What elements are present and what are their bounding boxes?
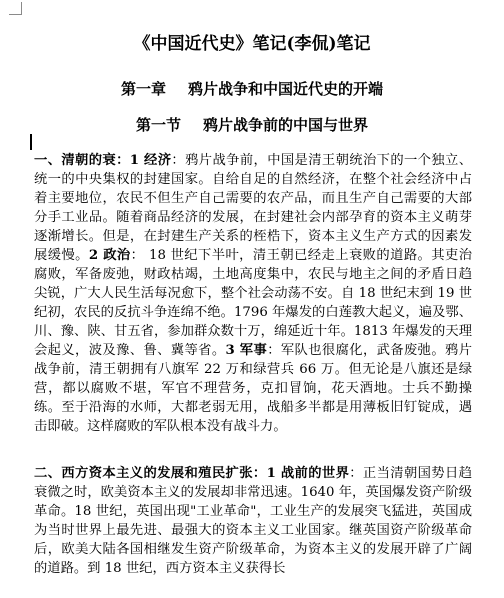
chapter-number: 第一章	[120, 80, 166, 98]
section-number: 第一节	[135, 116, 181, 134]
chapter-heading	[0, 78, 504, 99]
text-cursor	[30, 134, 32, 150]
paragraph-heading: 一、清朝的衰：	[34, 153, 130, 168]
page-corner-mark	[9, 2, 22, 15]
politics-text: ： 18 世纪下半叶，清王朝已经走上衰败的道路。其吏治腐败，军备废弛，财政枯竭，土地高度集中，农民与地主之间的矛盾日趋尖锐，广大人民生活每况愈下，整个社会动荡不安。自 18 世纪末到 19 世纪初，农民的反抗斗争连绵不绝。1796 年爆发的白莲教大起义，遍及鄂、川、豫、陕、甘五省，参加群众数十万，绵延近十年。1813 年爆发的天理会起义，波及豫、鲁、冀等省。	[34, 248, 473, 358]
paragraph-western-capitalism	[34, 464, 472, 578]
section-title-text: 鸦片战争前的中国与世界	[203, 116, 369, 134]
document-title: 《中国近代史》笔记(李侃)笔记	[133, 34, 371, 54]
paragraph-heading: 二、西方资本主义的发展和殖民扩张：	[34, 466, 267, 481]
military-text: ：军队也很腐化，武备废弛。鸦片战争前，清王朝拥有八旗军 22 万和绿营兵 66 万。但无论是八旗还是绿营，都以腐败不堪，军官不理营务，克扣冒饷，花天酒地。士兵不勤操练。至于沿海的水师，大都老弱无用，战船多半都是用薄板旧钉锭成，遇击即破。这样腐败的军队根本没有战斗力。	[34, 343, 473, 434]
paragraph-qing-decline	[34, 151, 472, 436]
subheading-economy: 1 经济	[129, 153, 172, 168]
subheading-prewar-world: 1 战前的世界	[266, 466, 350, 481]
economy-text: ：鸦片战争前，中国是清王朝统治下的一个独立、统一的中央集权的封建国家。自给自足的自然经济，在整个社会经济中占着主要地位，农民不但生产自己需要的农产品，而且生产自己需要的大部分手工业品。随着商品经济的发展，在封建社会内部孕育的资本主义萌芽逐渐增长。但是，在封建生产关系的桎梏下，资本主义生产方式的因素发展缓慢。	[34, 153, 473, 263]
chapter-title-text: 鸦片战争和中国近代史的开端	[188, 80, 384, 98]
subheading-politics: 2 政治	[88, 248, 131, 263]
subheading-military: 3 军事	[225, 343, 268, 358]
prewar-world-text: ：正当清朝国势日趋衰微之时，欧美资本主义的发展却非常迅速。1640 年，英国爆发资产阶级革命。18 世纪，英国出现"工业革命"，工业生产的发展突飞猛进，英国成为当时世界上最先进、最强大的资本主义工业国家。继英国资产阶级革命后，欧美大陆各国相继发生资产阶级革命，为资本主义的发展开辟了广阔的道路。到 18 世纪，西方资本主义获得长	[34, 466, 472, 576]
section-heading	[0, 114, 504, 135]
